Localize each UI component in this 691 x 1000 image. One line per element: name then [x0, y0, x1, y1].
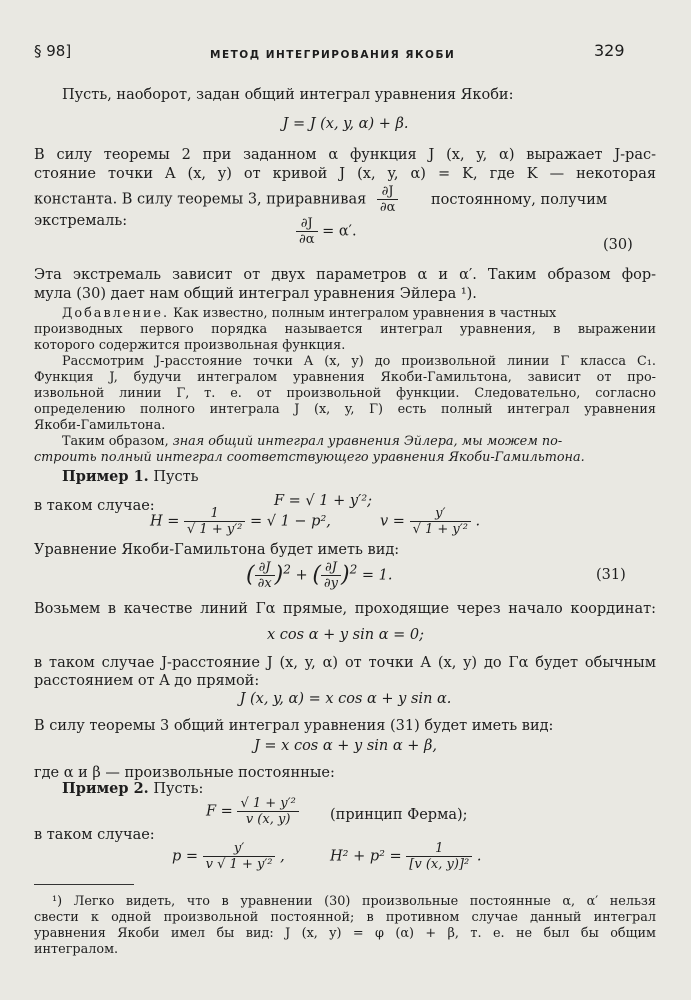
addendum-line: извольной линии Γ, т. е. от произвольной функции. Следовательно, согласно — [34, 386, 656, 401]
paragraph-line: где α и β — произвольные постоянные: — [34, 765, 335, 781]
fermat-note: (принцип Ферма); — [330, 807, 468, 823]
formula-rhs: = √ 1 − p², — [249, 513, 331, 530]
partial-fraction — [321, 560, 341, 591]
partial-fraction — [255, 560, 275, 591]
formula-fraction — [237, 796, 298, 827]
footnote-line: уравнения Якоби имел бы вид: J (x, y) = φ (α) + β, т. е. не был бы общим — [34, 926, 656, 941]
text-fragment: Пусть: — [148, 781, 204, 797]
fraction-numerator: 1 — [435, 841, 444, 856]
fraction-numerator: √ 1 + y′² — [240, 796, 296, 811]
formula-fraction — [410, 506, 471, 537]
formula-H-squared — [330, 841, 481, 872]
addendum-line: которого содержится произвольная функция. — [34, 338, 346, 353]
formula-lhs: H = — [150, 513, 180, 530]
paragraph-line: В силу теоремы 3 общий интеграл уравнения (31) будет иметь вид: — [34, 718, 554, 734]
addendum-line: производных первого порядка называется интеграл уравнения, в выражении — [34, 322, 656, 337]
formula-distance: J (x, y, α) = x cos α + y sin α. — [239, 691, 452, 707]
text-fragment: Таким образом, — [62, 434, 173, 449]
example-label: Пример 2. — [62, 780, 149, 797]
formula-H — [150, 506, 331, 537]
formula-rhs: = α′. — [322, 223, 357, 240]
formula-F: F = √ 1 + y′²; — [274, 493, 373, 509]
formula-lhs: v = — [380, 513, 405, 530]
addendum-line: определению полного интеграла J (x, y, Γ) есть полный интеграл уравнения — [34, 402, 656, 417]
formula-end: , — [280, 848, 285, 865]
paragraph-line: в таком случае: — [34, 498, 155, 514]
formula-30 — [296, 216, 357, 247]
paragraph-line: в таком случае J-расстояние J (x, y, α) от точки A (x, y) до Γα будет обычным — [34, 655, 656, 671]
paragraph-line: мула (30) дает нам общий интеграл уравнения Эйлера ¹). — [34, 286, 477, 302]
footnote-line: интегралом. — [34, 942, 119, 957]
exponent: 2 — [349, 562, 358, 577]
partial-fraction — [296, 216, 318, 247]
footnote-line: ¹) Легко видеть, что в уравнении (30) произвольные постоянные α, α′ нельзя — [52, 894, 656, 909]
addendum-line — [62, 306, 556, 322]
exponent: 2 — [283, 562, 291, 577]
addendum-line: Рассмотрим J-расстояние точки A (x, y) до произвольной линии Γ класса C₁. — [62, 354, 656, 369]
paragraph-line — [34, 184, 607, 215]
fraction-numerator: ∂J — [258, 560, 271, 575]
paragraph-line: В силу теоремы 2 при заданном α функция J (x, y, α) выражает J-рас- — [34, 147, 656, 163]
formula-fraction — [184, 506, 245, 537]
paragraph-line: в таком случае: — [34, 827, 155, 843]
example-label: Пример 1. — [62, 468, 149, 485]
paragraph-line: Уравнение Якоби-Гамильтона будет иметь вид: — [34, 542, 400, 558]
formula-F-fermat — [206, 796, 299, 827]
formula-fraction — [406, 841, 472, 872]
addendum-line — [62, 434, 562, 450]
fraction-numerator: y′ — [233, 841, 245, 856]
page-number: 329 — [594, 41, 625, 60]
formula-p — [172, 841, 285, 872]
fraction-denominator: √ 1 + y′² — [184, 521, 245, 537]
formula-end: . — [475, 513, 481, 530]
addendum-line: Якоби-Гамильтона. — [34, 418, 166, 433]
paragraph-line: Пусть, наоборот, задан общий интеграл уравнения Якоби: — [62, 87, 514, 103]
example-heading — [62, 468, 199, 486]
formula-31 — [246, 560, 392, 591]
text-fragment: Как известно, полным интегралом уравнения в частных — [169, 306, 557, 321]
formula-lhs: p = — [172, 848, 199, 865]
formula-line-equation: x cos α + y sin α = 0; — [267, 627, 424, 643]
plus-sign: + — [295, 567, 308, 584]
fraction-denominator: v √ 1 + y′² — [203, 856, 276, 872]
paragraph-line: стояние точки A (x, y) от кривой J (x, y, α) = K, где K — некоторая — [34, 166, 656, 182]
text-fragment: константа. В силу теоремы 3, приравнивая — [34, 191, 367, 208]
fraction-denominator: ∂α — [377, 199, 399, 215]
paren-close: ) — [274, 562, 284, 588]
partial-fraction — [377, 184, 399, 215]
text-fragment: Пусть — [148, 469, 199, 485]
equation-number: (30) — [603, 237, 633, 253]
fraction-denominator: [v (x, y)]² — [406, 856, 472, 872]
fraction-denominator: ∂x — [255, 575, 275, 591]
formula-lhs: H² + p² = — [330, 848, 402, 865]
formula-fraction — [203, 841, 276, 872]
formula-lhs: F = — [206, 803, 233, 820]
running-title: МЕТОД ИНТЕГРИРОВАНИЯ ЯКОБИ — [210, 49, 456, 61]
fraction-numerator: ∂J — [381, 184, 394, 199]
paragraph-line: экстремаль: — [34, 213, 128, 229]
formula-general-integral: J = J (x, y, α) + β. — [282, 116, 409, 132]
addendum-heading: Добавление. — [62, 306, 170, 321]
fraction-numerator: y′ — [435, 506, 446, 521]
paragraph-line: Возьмем в качестве линий Γα прямые, проходящие через начало координат: — [34, 601, 656, 617]
fraction-denominator: v (x, y) — [237, 811, 298, 827]
addendum-line: Функция J, будучи интегралом уравнения Якоби-Гамильтона, зависит от про- — [34, 370, 656, 385]
emphasis-text: зная общий интеграл уравнения Эйлера, мы можем по- — [172, 434, 563, 449]
addendum-line: строить полный интеграл соответствующего уравнения Якоби-Гамильтона. — [34, 450, 585, 465]
footnote-rule — [34, 884, 134, 885]
formula-rhs: = 1. — [361, 567, 393, 584]
fraction-denominator: ∂α — [296, 231, 318, 247]
fraction-denominator: √ 1 + y′² — [410, 521, 471, 537]
equation-number: (31) — [596, 567, 626, 583]
section-number: § 98] — [34, 42, 72, 60]
footnote-line: свести к одной произвольной постоянной; в противном случае данный интеграл — [34, 910, 656, 925]
paren-close: ) — [340, 562, 350, 588]
fraction-denominator: ∂y — [321, 575, 341, 591]
fraction-numerator: ∂J — [300, 216, 313, 231]
example-heading — [62, 780, 203, 798]
formula-v — [380, 506, 480, 537]
formula-general: J = x cos α + y sin α + β, — [253, 738, 437, 754]
paragraph-line: расстоянием от A до прямой: — [34, 673, 260, 689]
paren-open: ( — [246, 562, 255, 588]
text-fragment: постоянному, получим — [430, 191, 608, 208]
paren-open: ( — [312, 562, 321, 588]
fraction-numerator: ∂J — [324, 560, 337, 575]
formula-end: . — [476, 848, 482, 865]
paragraph-line: Эта экстремаль зависит от двух параметров α и α′. Таким образом фор- — [34, 267, 656, 283]
fraction-numerator: 1 — [210, 506, 219, 521]
